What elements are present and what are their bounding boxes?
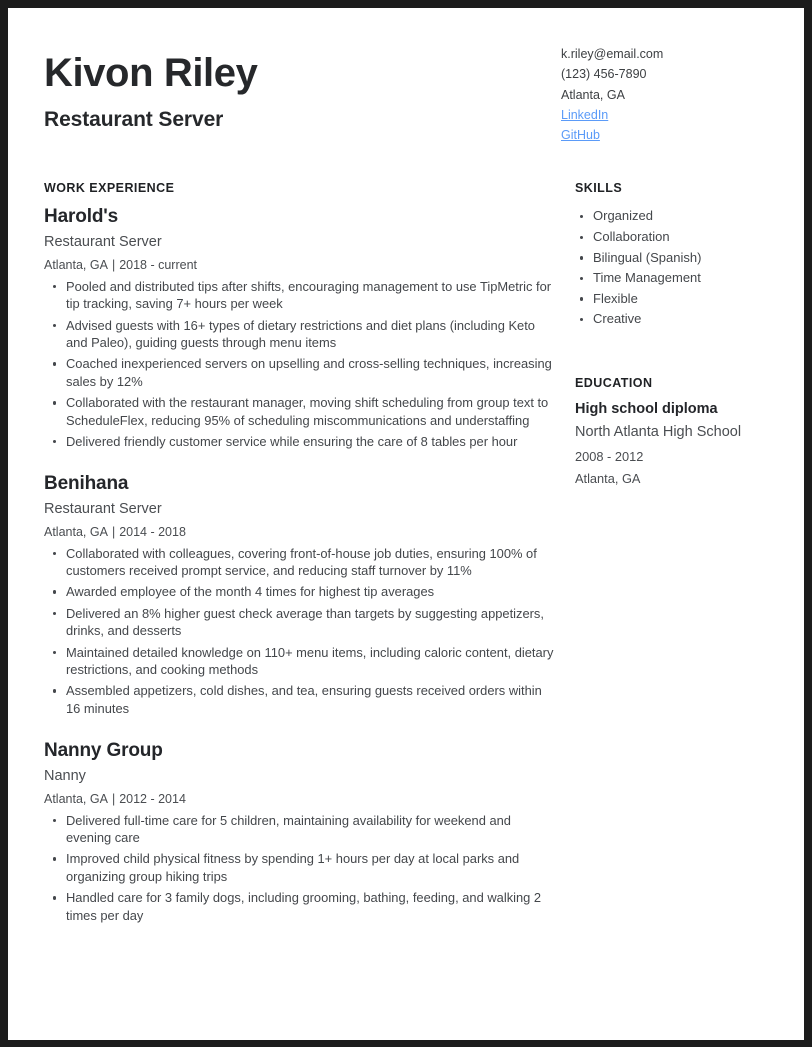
job-bullet: Coached inexperienced servers on upselling and cross-selling techniques, increasing sales by 12% — [44, 355, 554, 390]
job-company: Benihana — [44, 473, 129, 495]
work-experience-heading: WORK EXPERIENCE — [44, 181, 175, 196]
job-dates: 2012 - 2014 — [119, 791, 186, 806]
job-bullet-list — [44, 812, 554, 924]
education-section — [575, 376, 790, 486]
contact-block — [561, 38, 776, 145]
candidate-role: Restaurant Server — [44, 108, 224, 131]
job-meta-separator: | — [111, 791, 116, 806]
job-bullet: Collaborated with colleagues, covering front-of-house job duties, ensuring 100% of customers received prompt service, and reducing staff turnover by 11% — [44, 545, 554, 580]
education-degree: High school diploma — [575, 401, 718, 418]
education-location: Atlanta, GA — [575, 471, 641, 487]
job-bullet: Advised guests with 16+ types of dietary restrictions and diet plans (including Keto and Paleo), guiding guests through menu items — [44, 317, 554, 352]
job-bullet: Delivered friendly customer service while ensuring the care of 8 tables per hour — [44, 433, 554, 450]
job-location: Atlanta, GA — [44, 524, 108, 539]
job-bullet: Handled care for 3 family dogs, including grooming, bathing, feeding, and walking 2 times per day — [44, 889, 554, 924]
skill-item: Flexible — [575, 289, 790, 310]
skills-list — [575, 206, 790, 330]
job-bullet: Delivered an 8% higher guest check average than targets by suggesting appetizers, drinks, and desserts — [44, 605, 554, 640]
education-years: 2008 - 2012 — [575, 448, 644, 464]
job-company: Harold's — [44, 206, 119, 228]
linkedin-link[interactable]: LinkedIn — [561, 107, 609, 122]
main-column — [44, 181, 554, 923]
job-dates: 2014 - 2018 — [119, 524, 186, 539]
identity-block — [44, 38, 257, 131]
skill-item: Collaboration — [575, 227, 790, 248]
job-bullet: Collaborated with the restaurant manager, moving shift scheduling from group text to ScheduleFlex, reducing 95% of scheduling miscommunications and understaffing — [44, 394, 554, 429]
job-bullet: Awarded employee of the month 4 times for highest tip averages — [44, 583, 554, 600]
resume-header — [44, 38, 776, 145]
job-title: Restaurant Server — [44, 501, 162, 518]
skill-item: Organized — [575, 206, 790, 227]
job-company: Nanny Group — [44, 740, 163, 762]
github-link[interactable]: GitHub — [561, 128, 600, 143]
job-entry — [44, 206, 554, 450]
job-location: Atlanta, GA — [44, 791, 108, 806]
job-meta — [44, 792, 554, 807]
skill-item: Creative — [575, 309, 790, 330]
job-bullet-list — [44, 545, 554, 718]
job-bullet: Maintained detailed knowledge on 110+ menu items, including caloric content, dietary restrictions, and cooking methods — [44, 644, 554, 679]
job-dates: 2018 - current — [119, 257, 198, 272]
side-column — [575, 181, 790, 493]
section-spacer — [575, 330, 790, 376]
contact-phone: (123) 456-7890 — [561, 67, 647, 82]
job-bullet: Improved child physical fitness by spending 1+ hours per day at local parks and organizing group hiking trips — [44, 850, 554, 885]
job-meta-separator: | — [111, 257, 116, 272]
contact-location: Atlanta, GA — [561, 87, 625, 102]
skills-section — [575, 181, 790, 330]
job-meta-separator: | — [111, 524, 116, 539]
job-location: Atlanta, GA — [44, 257, 108, 272]
job-entry — [44, 473, 554, 717]
job-title: Restaurant Server — [44, 234, 162, 251]
job-bullet: Delivered full-time care for 5 children, maintaining availability for weekend and evening care — [44, 812, 554, 847]
skills-heading: SKILLS — [575, 181, 623, 196]
education-heading: EDUCATION — [575, 376, 653, 391]
job-meta — [44, 258, 554, 273]
job-bullet: Pooled and distributed tips after shifts, encouraging management to use TipMetric for tip tracking, saving 7+ hours per week — [44, 278, 554, 313]
contact-email: k.riley@email.com — [561, 47, 664, 61]
job-bullet: Assembled appetizers, cold dishes, and tea, ensuring guests received orders within 16 minutes — [44, 682, 554, 717]
skill-item: Time Management — [575, 268, 790, 289]
resume-body — [44, 181, 776, 923]
skill-item: Bilingual (Spanish) — [575, 248, 790, 269]
education-school: North Atlanta High School — [575, 424, 742, 441]
job-meta — [44, 525, 554, 540]
candidate-name: Kivon Riley — [44, 51, 258, 95]
resume-sheet — [8, 8, 804, 1040]
job-title: Nanny — [44, 768, 86, 785]
job-entry — [44, 740, 554, 924]
job-bullet-list — [44, 278, 554, 451]
